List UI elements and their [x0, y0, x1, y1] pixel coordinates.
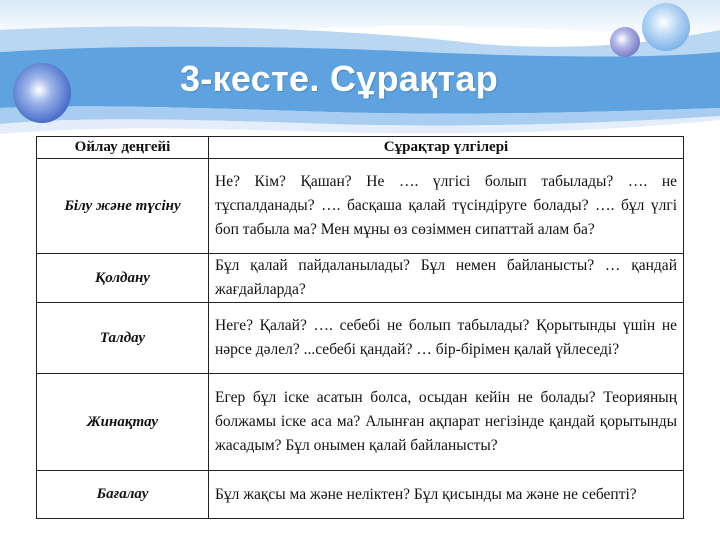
level-knowledge: Білу және түсіну: [37, 159, 209, 254]
questions-cell: Не? Кім? Қашан? Не …. үлгісі болып табылады? …. не тұспалданады? …. басқаша қалай түсіндіруге болады? …. бұл үлгі боп табыла ма? Мен мұны өз сөзіммен сипаттай алам ба?: [209, 159, 684, 254]
questions-cell: Бұл жақсы ма және неліктен? Бұл қисынды ма және не себепті?: [209, 471, 684, 519]
table-row: [37, 303, 684, 374]
sphere-right-small: [610, 27, 640, 57]
table-row: [37, 374, 684, 471]
header-thinking-level: Ойлау деңгейі: [37, 137, 209, 159]
table-row: [37, 254, 684, 303]
level-synthesis: Жинақтау: [37, 374, 209, 471]
sphere-left: [13, 63, 71, 123]
questions-cell: Бұл қалай пайдаланылады? Бұл немен байланысты? … қандай жағдайларда?: [209, 254, 684, 303]
sphere-right-large: [642, 3, 690, 51]
table-header-row: [37, 137, 684, 159]
header-question-examples: Сұрақтар үлгілері: [209, 137, 684, 159]
questions-cell: Неге? Қалай? …. себебі не болып табылады? Қорытынды үшін не нәрсе дәлел? ...себебі қандай? … бір-бірімен қалай үйлеседі?: [209, 303, 684, 374]
questions-table: [36, 136, 684, 519]
level-evaluation: Бағалау: [37, 471, 209, 519]
level-analysis: Талдау: [37, 303, 209, 374]
questions-cell: Егер бұл іске асатын болса, осыдан кейін не болады? Теорияның болжамы іске аса ма? Алынған ақпарат негізінде қандай қорытынды жасадым? Бұл онымен қалай байланысты?: [209, 374, 684, 471]
table-row: [37, 471, 684, 519]
table-row: [37, 159, 684, 254]
level-application: Қолдану: [37, 254, 209, 303]
slide-title: 3-кесте. Сұрақтар: [180, 58, 499, 99]
